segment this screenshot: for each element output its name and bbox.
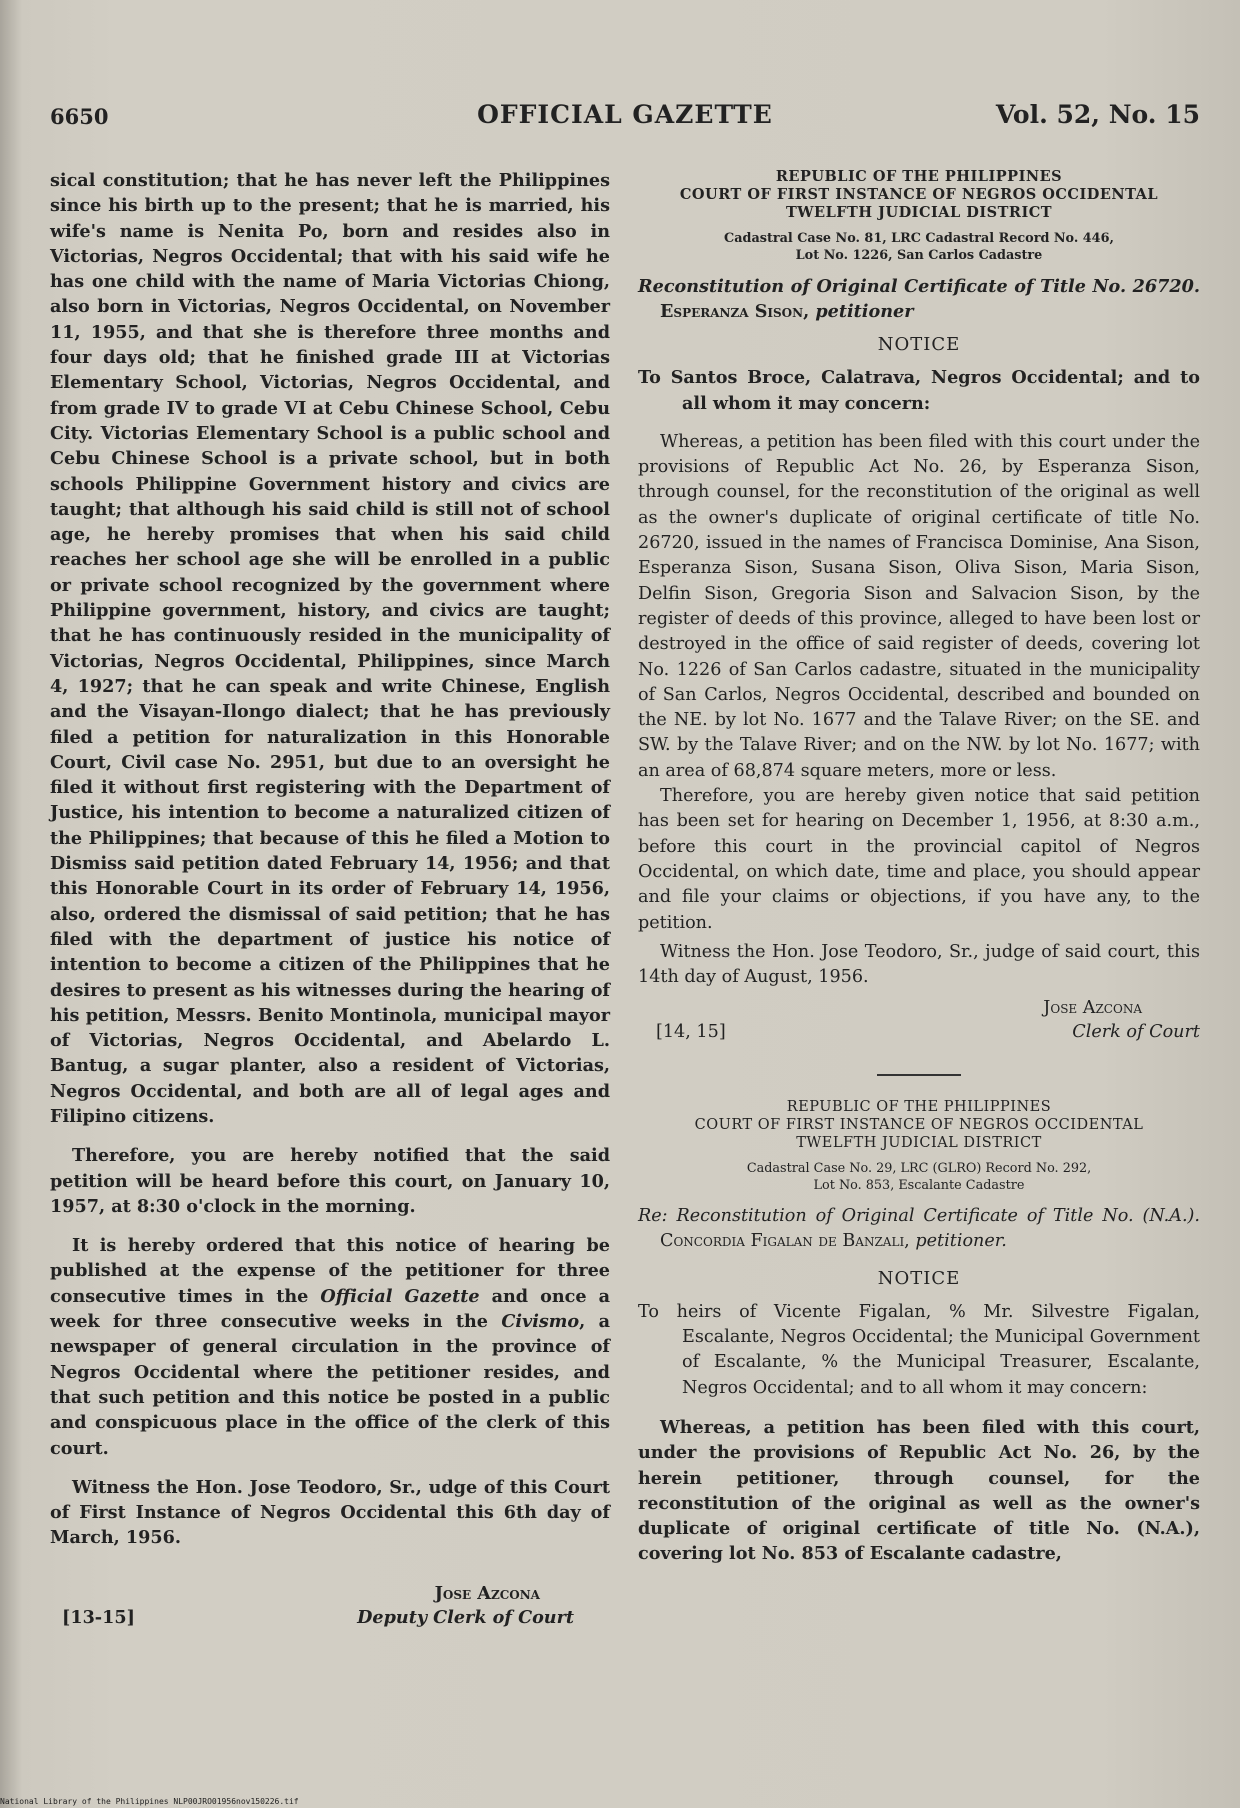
notice-2-reconstitution — [638, 1204, 1200, 1254]
notice-2-court: COURT OF FIRST INSTANCE OF NEGROS OCCIDENTAL — [694, 1117, 1144, 1134]
archive-footer: National Library of the Philippines NLP00JRO01956nov150226.tif — [0, 1797, 299, 1806]
publication-title: OFFICIAL GAZETTE — [477, 100, 773, 129]
notice-1-paragraph-2: Therefore, you are hereby given notice that said petition has been set for hearing on December 1, 1956, at 8:30 a.m., before this court in the provincial capitol of Negros Occidental, on which date, time and place, you should appear and file your claims or objections, if you have any, to the petition. — [638, 786, 1200, 933]
notice-2-republic: REPUBLIC OF THE PHILIPPINES — [786, 1099, 1052, 1116]
notice-2-petitioner-name: Concordia Figalan de Banzali, — [660, 1231, 910, 1252]
left-paragraph-3-b: and once a week for three consecutive weeks in the — [50, 1285, 610, 1333]
notice-1-recon-text: Reconstitution of Original Certificate of Title No. 26720. — [638, 276, 1200, 297]
left-column — [50, 168, 610, 1633]
notice-2-case-line-2: Lot No. 853, Escalante Cadastre — [813, 1178, 1025, 1194]
notice-1-signature-block — [638, 996, 1200, 1048]
volume-number: Vol. 52, No. 15 — [995, 100, 1200, 129]
notice-2-recon-text: Re: Reconstitution of Original Certificate of Title No. (N.A.). — [638, 1206, 1200, 1227]
notice-1-reconstitution — [638, 274, 1200, 324]
left-reference: [13-15] — [62, 1606, 135, 1628]
official-gazette-ref: Official Gazette — [320, 1285, 480, 1307]
notice-1-signature-title: Clerk of Court — [1072, 1022, 1200, 1043]
notice-1-paragraph-1: Whereas, a petition has been filed with this court under the provisions of Republic Act No. 26, by Esperanza Sison, through counsel, for the reconstitution of the original as well as the owner's duplicate of original certificate of title No. 26720, issued in the names of Francisca Dominise, Ana Sison, Esperanza Sison, Susana Sison, Oliva Sison, Maria Sison, Delfin Sison, Gregoria Sison and Salvacion Sison, by the register of deeds of this province, alleged to have been lost or destroyed in the office of said register of deeds, covering lot No. 1226 of San Carlos cadastre, situated in the municipality of San Carlos, Negros Occidental, described and bounded on the NE. by lot No. 1677 and the Talave River; on the SE. and SW. by the Talave River; and on the NW. by lot No. 1677; with an area of 68,874 square meters, more or less. — [638, 431, 1200, 781]
notice-1-petitioner-name: Esperanza Sison, — [660, 301, 810, 322]
notice-2-petitioner-label: petitioner. — [915, 1231, 1007, 1252]
notice-1-paragraph-3: Witness the Hon. Jose Teodoro, Sr., judge of said court, this 14th day of August, 1956. — [638, 941, 1200, 988]
page-header — [50, 100, 1200, 140]
left-signature-name: Jose Azcona — [434, 1582, 540, 1604]
notice-1-petitioner-label: petitioner — [815, 301, 914, 322]
notice-1-heading: NOTICE — [877, 334, 961, 355]
notice-divider — [877, 1074, 961, 1076]
notice-1-republic: REPUBLIC OF THE PHILIPPINES — [775, 168, 1063, 185]
notice-1-reference: [14, 15] — [656, 1022, 726, 1043]
notice-1 — [638, 168, 1200, 1048]
left-paragraph-4: Witness the Hon. Jose Teodoro, Sr., udge of this Court of First Instance of Negros Occidental this 6th day of March, 1956. — [50, 1476, 610, 1549]
notice-2-heading: NOTICE — [877, 1268, 961, 1290]
notice-1-case-line-2: Lot No. 1226, San Carlos Cadastre — [795, 248, 1043, 263]
notice-1-case-line-1: Cadastral Case No. 81, LRC Cadastral Record No. 446, — [724, 231, 1114, 246]
left-signature-title: Deputy Clerk of Court — [357, 1606, 574, 1628]
notice-1-district: TWELFTH JUDICIAL DISTRICT — [785, 204, 1053, 221]
page-number: 6650 — [50, 104, 109, 129]
notice-1-signature-name: Jose Azcona — [1043, 998, 1142, 1019]
notice-2-addressee: To heirs of Vicente Figalan, % Mr. Silvestre Figalan, Escalante, Negros Occidental; the Municipal Government of Escalante, % the Municipal Treasurer, Escalante, Negros Occidental; and to all whom it may concern: — [638, 1301, 1200, 1398]
left-paragraph-3 — [50, 1233, 610, 1461]
right-column — [638, 168, 1200, 1567]
notice-2-paragraph-1: Whereas, a petition has been filed with this court, under the provisions of Republic Act No. 26, by the herein petitioner, through counsel, for the reconstitution of the original as well as the owner's duplicate of original certificate of title No. (N.A.), covering lot No. 853 of Escalante cadastre, — [638, 1416, 1200, 1565]
notice-1-court: COURT OF FIRST INSTANCE OF NEGROS OCCIDENTAL — [679, 186, 1159, 203]
left-paragraph-2: Therefore, you are hereby notified that the said petition will be heard before this court, on January 10, 1957, at 8:30 o'clock in the morning. — [50, 1145, 610, 1217]
left-paragraph-3-c: , a newspaper of general circulation in the province of Negros Occidental where the petitioner resides, and that such petition and this notice be posted in a public and conspicuous place in the office of the clerk of this court. — [50, 1311, 611, 1459]
civismo-ref: Civismo — [501, 1311, 580, 1333]
notice-1-addressee: To Santos Broce, Calatrava, Negros Occidental; and to all whom it may concern: — [638, 367, 1200, 414]
left-signature-block — [50, 1581, 610, 1633]
notice-2-case-line-1: Cadastral Case No. 29, LRC (GLRO) Record No. 292, — [746, 1161, 1092, 1177]
notice-2-district: TWELFTH JUDICIAL DISTRICT — [796, 1135, 1042, 1152]
notice-2 — [638, 1098, 1200, 1566]
left-paragraph-3-a: It is hereby ordered that this notice of hearing be published at the expense of the petitioner for three consecutive times in the — [50, 1235, 610, 1307]
left-paragraph-1: sical constitution; that he has never left the Philippines since his birth up to the present; that he is married, his wife's name is Nenita Po, born and resides also in Victorias, Negros Occidental; that with his said wife he has one child with the name of Maria Victorias Chiong, also born in Victorias, Negros Occidental, on November 11, 1955, and that she is therefore three months and four days old; that he finished grade III at Victorias Elementary School, Victorias, Negros Occidental, and from grade IV to grade VI at Cebu Chinese School, Cebu City. Victorias Elementary School is a public school and Cebu Chinese School is a private school, but in both schools Philippine Government history and civics are taught; that although his said child is still not of school age, he hereby promises that when his said child reaches her school age she will be enrolled in a public or private school recognized by the government where Philippine government, history, and civics are taught; that he has continuously resided in the municipality of Victorias, Negros Occidental, Philippines, since March 4, 1927; that he can speak and write Chinese, English and the Visayan-Ilongo dialect; that he has previously filed a petition for naturalization in this Honorable Court, Civil case No. 2951, but due to an oversight he filed it without first registering with the Department of Justice, his intention to become a naturalized citizen of the Philippines; that because of this he filed a Motion to Dismiss said petition dated February 14, 1956; and that this Honorable Court in its order of February 14, 1956, also, ordered the dismissal of said petition; that he has filed with the department of justice his notice of intention to become a citizen of the Philippines that he desires to present as his witnesses during the hearing of his petition, Messrs. Benito Montinola, municipal mayor of Victorias, Negros Occidental, and Abelardo L. Bantug, a sugar planter, also a resident of Victorias, Negros Occidental, and both are all of legal ages and Filipino citizens. — [50, 170, 610, 1127]
